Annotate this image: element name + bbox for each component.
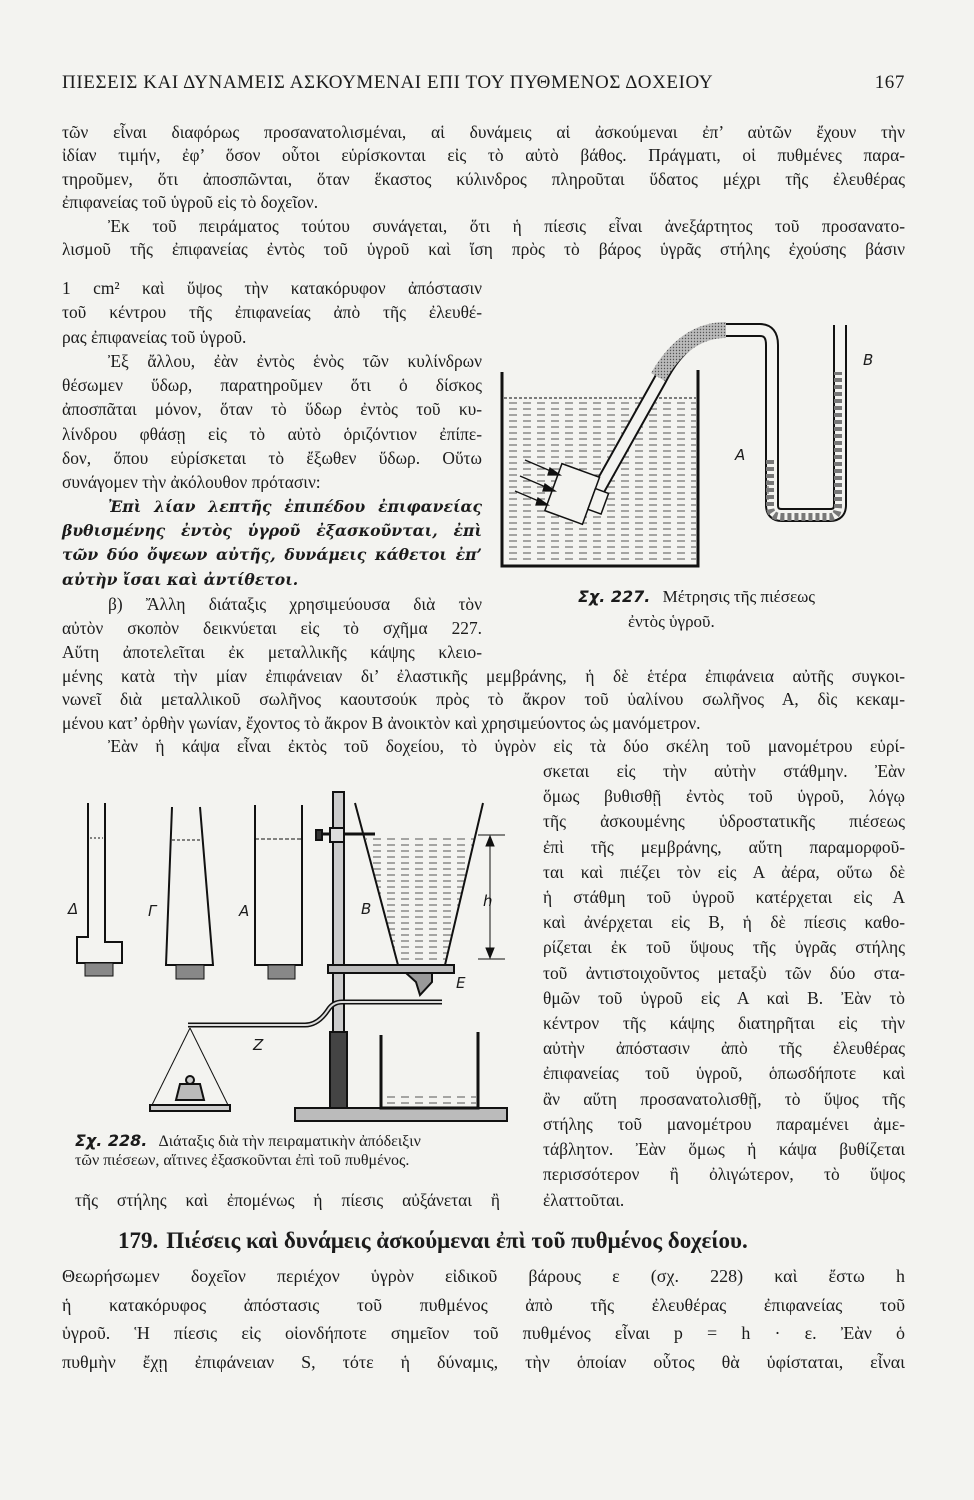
paragraph [543, 759, 905, 1187]
paragraph [62, 735, 905, 758]
label-b: B [863, 351, 874, 369]
paragraph [62, 121, 905, 215]
text-line: βυθισμένης ἐντὸς ὑγροῦ ἐξασκοῦνται, ἐπὶ [62, 520, 482, 540]
figure-228-caption-line-2: τῶν πιέσεων, αἵτινες ἐξασκοῦνται ἐπὶ τοῦ πυθμένος. [75, 1152, 410, 1169]
text-line: λίνδρου φθάσῃ εἰς τὸ αὐτὸ ὁριζόντιον ἐπίπε- [62, 423, 482, 444]
paragraph [62, 495, 482, 592]
text-line: ὅμως βυθισθῇ ἐντὸς τοῦ ὑγροῦ, λόγῳ [543, 786, 905, 807]
label-z: Z [253, 1036, 264, 1054]
text-line: ὑγροῦ. Ἡ πίεσις εἰς οἱονδήποτε σημεῖον τοῦ πυθμένος εἶναι p = h · ε. Ἐὰν ὁ [62, 1323, 905, 1343]
final-line-right: ἐλαττοῦται. [543, 1190, 625, 1210]
text-block-top [62, 121, 905, 261]
tube-a [255, 805, 302, 979]
text-line: αὐτὴν ἴσαι καὶ ἀντίθετοι. [62, 569, 299, 589]
text-line: Ἐὰν ἡ κάψα εἶναι ἐκτὸς τοῦ δοχείου, τὸ ὑγρὸν εἰς τὰ δύο σκέλη τοῦ μανομέτρου εὑρί- [108, 736, 905, 757]
text-line: ἐπιφανείας τοῦ ὑγροῦ, ὁπωσδήποτε καὶ [543, 1063, 905, 1084]
rubber-tube [658, 330, 726, 377]
text-line: Ἐκ τοῦ πειράματος τούτου συνάγεται, ὅτι ἡ πίεσις εἶναι ἀνεξάρτητος τοῦ προσανατο- [108, 215, 905, 236]
text-line: τῶν εἶναι διαφόρως προσανατολισμέναι, αἱ δυνάμεις αἱ ἀσκούμεναι ἐπ’ αὐτῶν ἔχουν τὴν [62, 122, 905, 142]
text-line: Θεωρήσωμεν δοχεῖον περιέχον ὑγρὸν εἰδικοῦ βάρους ε (σχ. 228) καὶ ἔστω h [62, 1266, 905, 1286]
paragraph [62, 276, 482, 349]
text-line: λισμοῦ τῆς ἐπιφανείας ἐντὸς τοῦ ὑγροῦ καὶ ἴση πρὸς τὸ βάρος ὑγρᾶς στήλης ἐχούσης βάσιν [62, 239, 905, 260]
label-a: A [239, 902, 250, 920]
running-title: ΠΙΕΣΕΙΣ ΚΑΙ ΔΥΝΑΜΕΙΣ ΑΣΚΟΥΜΕΝΑΙ ΕΠΙ ΤΟΥ ΠΥΘΜΕΝΟΣ ΔΟΧΕΙΟΥ [62, 72, 714, 93]
page-number: 167 [874, 72, 905, 93]
text-line: 1 cm² καὶ ὕψος τὴν κατακόρυφον ἀπόστασιν [62, 278, 482, 298]
text-line: Ἐπὶ λίαν λεπτῆς ἐπιπέδου ἐπιφανείας [108, 496, 482, 516]
text-line: τῶν δύο ὄψεων αὐτῆς, δυνάμεις κάθετοι ἐπ’ [62, 545, 482, 565]
text-line: τάβλητον. Ἐὰν ὅμως ἡ κάψα βυθίζεται [543, 1139, 905, 1160]
text-line: περισσότερον ἢ ὀλιγώτερον, τὸ ὕψος [543, 1164, 905, 1185]
label-b: B [361, 900, 372, 918]
tube-delta [77, 803, 122, 976]
caption-line: Μέτρησις τῆς πιέσεως [662, 587, 816, 606]
text-line: δον, ὅπου εὑρίσκεται τὸ ἔξωθεν ὕδωρ. Οὕτω [62, 448, 482, 469]
tube-gamma [166, 807, 213, 979]
paragraph [62, 592, 482, 665]
paragraph [62, 349, 482, 495]
label-e: E [456, 974, 466, 992]
section-title: Πιέσεις καὶ δυνάμεις ἀσκούμεναι ἐπὶ τοῦ πυθμένος δοχείου. [166, 1228, 748, 1253]
text-line: νωνεῖ διὰ μεταλλικοῦ σωλῆνος καουτσούκ πρὸς τὸ ἄκρον τοῦ ὑαλίνου σωλῆνος Α, δὶς κεκαμ- [62, 689, 905, 710]
figure-227-label: Σχ. 227. [578, 587, 651, 606]
label-delta: Δ [68, 900, 79, 918]
figure-228-apparatus [50, 770, 530, 1130]
text-line: μένου κατ’ ὀρθὴν γωνίαν, ἔχοντος τὸ ἄκρον Β ἀνοικτὸν καὶ χρησιμεύοντος ὡς μανόμετρον. [62, 712, 701, 733]
section-number: 179. [118, 1228, 159, 1253]
caption-line: Διάταξις διὰ τὴν πειραματικὴν ἀπόδειξιν [158, 1133, 421, 1150]
text-line: στήλης τοῦ μανομέτρου παραμένει ἀμε- [543, 1113, 905, 1134]
text-line: ται καὶ πιέζει τὸν εἰς Α ἀέρα, οὕτω δὲ [543, 861, 905, 882]
text-line: Ἐξ ἄλλου, ἐὰν ἐντὸς ἑνὸς τῶν κυλίνδρων [108, 350, 482, 371]
beaker [381, 1032, 478, 1108]
label-a: A [735, 446, 746, 464]
figure-227-caption [578, 587, 815, 607]
section-heading [118, 1228, 905, 1254]
text-line: ἡ στάθμη τοῦ ὑγροῦ κατέρχεται εἰς Α [543, 887, 905, 908]
text-line: πυθμὴν ἔχῃ ἐπιφάνειαν S, τότε ἡ δύναμις, τὴν ὁποίαν οὗτος θὰ ὑφίσταται, εἶναι [62, 1351, 905, 1372]
label-gamma: Γ [148, 902, 157, 920]
text-line: σκεται εἰς τὴν αὐτὴν στάθμην. Ἐὰν [543, 761, 905, 781]
text-line: τηροῦμεν, ὅτι ἀποσπῶνται, ὅταν ἕκαστος κύλινδρος πληροῦται ὕδατος μέχρι τῆς ἐλευθέρας [62, 168, 905, 189]
figure-228-label: Σχ. 228. [75, 1131, 148, 1150]
paragraph [62, 1262, 905, 1376]
text-block-bottom [62, 1262, 905, 1376]
figure-228-caption [75, 1131, 421, 1151]
text-line: αὐτὴν ἀπόστασιν ἀπὸ τῆς ἐλευθέρας [543, 1038, 905, 1059]
text-line: ρας ἐπιφανείας τοῦ ὑγροῦ. [62, 326, 247, 347]
text-line: ἐπὶ τῆς μεμβράνης, αὕτη παραμορφοῦ- [543, 836, 905, 857]
paragraph [62, 665, 905, 735]
text-line: β) Ἄλλη διάταξις χρησιμεύουσα διὰ τὸν [108, 593, 482, 614]
text-block-middle [62, 665, 905, 759]
text-line: τῆς ἀσκουμένης ὑδροστατικῆς πιέσεως [543, 811, 905, 832]
text-line: ἰδίαν τιμήν, ἐφ’ ὅσον οὗτοι εὑρίσκονται εἰς τὸ αὐτὸ βάθος. Πράγματι, οἱ πυθμένες παρα- [62, 145, 905, 166]
figure-227-manometer [480, 310, 900, 580]
text-line: ἐπιφανείας τοῦ ὑγροῦ εἰς τὸ δοχεῖον. [62, 192, 319, 213]
text-line: ἂν αὕτη προσανατολισθῇ, τὸ ὕψος τῆς [543, 1088, 905, 1109]
text-line: Αὕτη ἀποτελεῖται ἐκ μεταλλικῆς κάψης κλειο- [62, 642, 482, 663]
funnel-b [328, 803, 483, 995]
text-line: ρίζεται ἐκ τοῦ ὕψους τῆς ὑγρᾶς στήλης [543, 937, 905, 958]
text-line: αὐτὸν σκοπὸν δεικνύεται εἰς τὸ σχῆμα 227. [62, 618, 482, 639]
text-line: θέσωμεν ὕδωρ, παρατηροῦμεν ὅτι ὁ δίσκος [62, 375, 482, 396]
text-block-left-column [62, 276, 482, 665]
text-block-right-column [543, 759, 905, 1187]
final-line-left: τῆς στήλης καὶ ἐπομένως ἡ πίεσις αὐξάνεται ἢ [75, 1190, 500, 1210]
text-line: θμῶν τοῦ ὑγροῦ εἰς Α καὶ Β. Ἐὰν τὸ [543, 987, 905, 1008]
figure-227-caption-line-2: ἐντὸς ὑγροῦ. [628, 612, 715, 631]
text-line: ἡ κατακόρυφος ἀπόστασις τοῦ πυθμένος ἀπὸ τῆς ἐλευθέρας ἐπιφανείας τοῦ [62, 1294, 905, 1315]
label-h: h [483, 892, 493, 910]
text-line: τοῦ ἀντιστοιχοῦντος μεταξὺ τῶν δύο στα- [543, 962, 905, 983]
paragraph [62, 215, 905, 262]
text-line: τοῦ κέντρου τῆς ἐπιφανείας ἀπὸ τῆς ἐλευθέ- [62, 302, 482, 323]
text-line: κέντρον τῆς κάψης διατηρῆται εἰς τὴν [543, 1013, 905, 1034]
text-line: μένης κατὰ τὴν μίαν ἐπιφάνειαν δι’ ἐλαστικῆς μεμβράνης, ἡ δὲ ἑτέρα ἐπιφάνεια αὐτῆς συγκοι- [62, 666, 905, 686]
text-line: συνάγομεν τὴν ἀκόλουθον πρότασιν: [62, 472, 321, 493]
text-line: ἀποσπᾶται μόνον, ὅταν τὸ ὕδωρ ἐντὸς τοῦ κυ- [62, 399, 482, 420]
text-line: καὶ ἀνέρχεται εἰς Β, ἡ δὲ πίεσις καθο- [543, 912, 905, 933]
running-header [62, 72, 905, 94]
